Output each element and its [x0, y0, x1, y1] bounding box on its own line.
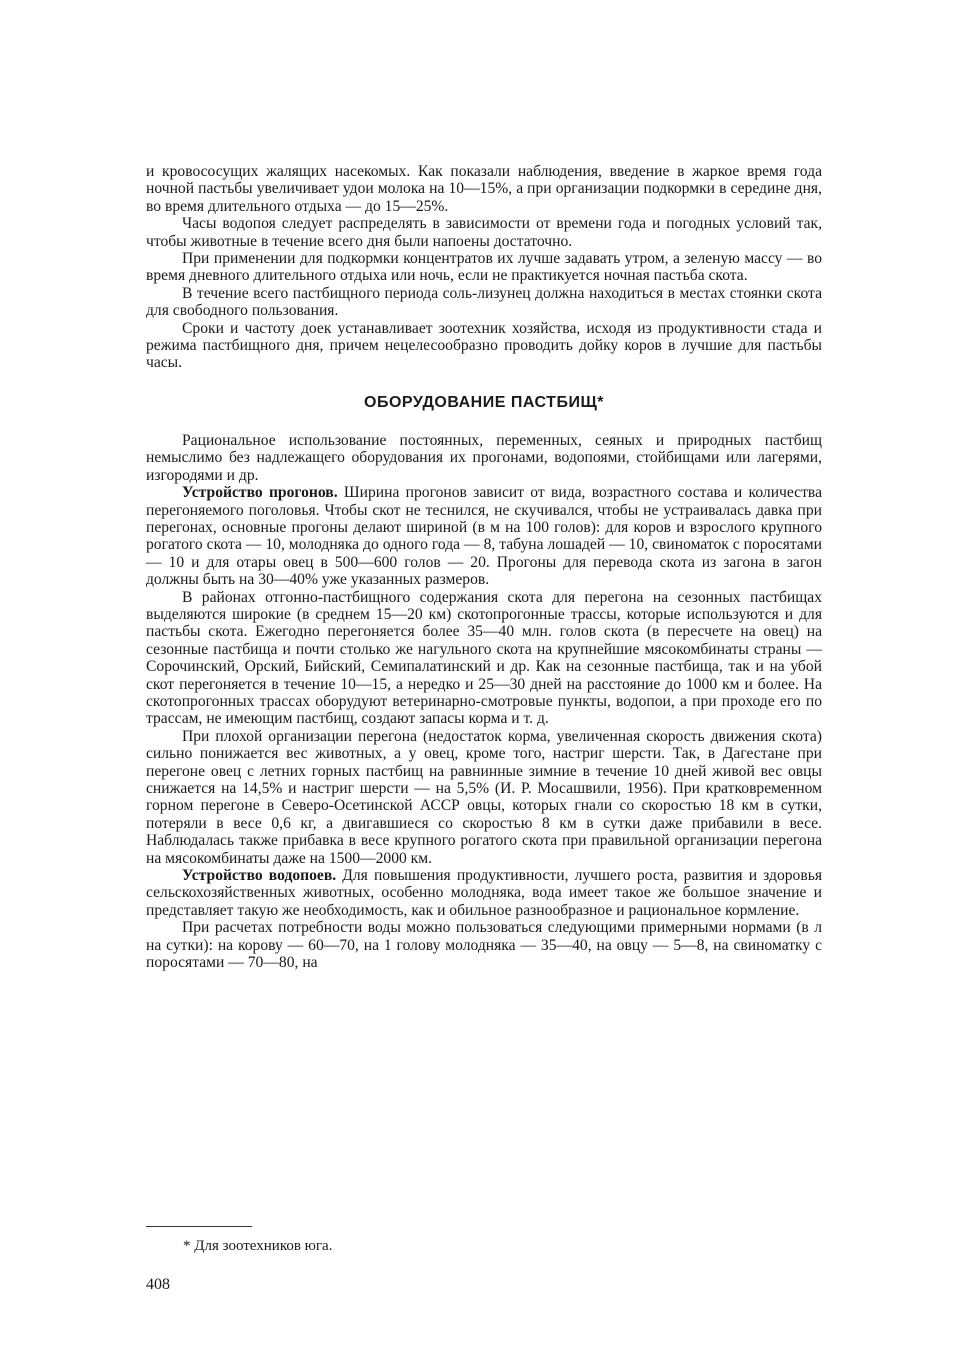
- footnote: * Для зоотехников юга.: [183, 1238, 333, 1254]
- section-paragraph-6: При расчетах потребности воды можно пользоваться следующими примерными нормами (в л на сутки): на корову — 60—70, на 1 голову молодняка — 35—40, на овцу — 5—8, на свиноматку с поросятами — 70—80, на: [146, 919, 822, 972]
- text-column: [146, 163, 822, 971]
- footnote-rule: [146, 1226, 252, 1227]
- section-paragraph-3: В районах отгонно-пастбищного содержания скота для перегона на сезонных пастбищах выделяются широкие (в среднем 15—20 км) скотопрогонные трассы, которые используются и для пастьбы скота. Ежегодно перегоняется более 35—40 млн. голов скота (в пересчете на овец) на сезонные пастбища и почти столько же нагульного скота на крупнейшие мясокомбинаты страны — Сорочинский, Орский, Бийский, Семипалатинский и др. Как на сезонные пастбища, так и на убой скот перегоняется в течение 10—15, а нередко и 25—30 дней на расстояние до 1000 км и более. На скотопрогонных трассах оборудуют ветеринарно-смотровые пункты, водопои, а при проходе его по трассам, не имеющим пастбищ, создают запасы корма и т. д.: [146, 588, 822, 728]
- intro-paragraph-5: Сроки и частоту доек устанавливает зоотехник хозяйства, исходя из продуктивности стада и режима пастбищного дня, причем нецелесообразно проводить дойку коров в лучшие для пастьбы часы.: [146, 319, 822, 372]
- intro-paragraph-4: В течение всего пастбищного периода соль-лизунец должна находиться в местах стоянки скота для свободного пользования.: [146, 284, 822, 320]
- intro-paragraph-3: При применении для подкормки концентратов их лучше задавать утром, а зеленую массу — во время дневного длительного отдыха или ночь, если не практикуется ночная пастьба скота.: [146, 250, 822, 285]
- section-paragraph-1: Рациональное использование постоянных, переменных, сеяных и природных пастбищ немыслимо без надлежащего оборудования их прогонами, водопоями, стойбищами или лагерями, изгородями и др.: [146, 431, 822, 484]
- section-paragraph-5: [146, 867, 822, 919]
- section-paragraph-4: При плохой организации перегона (недостаток корма, увеличенная скорость движения скота) сильно понижается вес животных, а у овец, кроме того, настриг шерсти. Так, в Дагестане при перегоне овец с летних горных пастбищ на равнинные зимние в течение 10 дней живой вес овцы снижается на 14,5% и настриг шерсти — на 5,5% (И. Р. Мосашвили, 1956). При кратковременном горном перегоне в Северо-Осетинской АССР овцы, которых гнали со скоростью 18 км в сутки, потеряли в весе 0,6 кг, а двигавшиеся со скоростью 8 км в сутки даже прибавили в весе. Наблюдалась также прибавка в весе крупного рогатого скота при правильной организации перегона на мясокомбинаты даже на 1500—2000 км.: [146, 727, 822, 867]
- run-in-heading-drives: Устройство прогонов.: [182, 484, 338, 502]
- page-number: 408: [146, 1276, 170, 1293]
- section-paragraph-2-text: Ширина прогонов зависит от вида, возрастного состава и количества перегоняемого поголовья. Чтобы скот не теснился, не скучивался, чтобы не устраивалась давка при перегонах, основные прогоны делают шириной (в м на 100 голов): для коров и взрослого крупного рогатого скота — 10, молодняка до одного года — 8, табуна лошадей — 10, свиноматок с поросятами — 10 и для отары овец в 500—600 голов — 20. Прогоны для перевода скота из загона в загон должны быть на 30—40% уже указанных размеров.: [146, 484, 822, 589]
- intro-paragraph-2: Часы водопоя следует распределять в зависимости от времени года и погодных условий так, чтобы животные в течение всего дня были напоены достаточно.: [146, 215, 822, 250]
- run-in-heading-watering: Устройство водопоев.: [182, 867, 337, 885]
- intro-paragraph-1: и кровососущих жалящих насекомых. Как показали наблюдения, введение в жаркое время года ночной пастьбы увеличивает удои молока на 10—15%, а при организации подкормки в середине дня, во время длительного отдыха — до 15—25%.: [146, 163, 822, 215]
- section-paragraph-2: [146, 484, 822, 588]
- section-heading: ОБОРУДОВАНИЕ ПАСТБИЩ*: [364, 393, 604, 411]
- section-paragraph-5-text: Для повышения продуктивности, лучшего роста, развития и здоровья сельскохозяйственных животных, особенно молодняка, вода имеет такое же большое значение и представляет такую же необходимость, как и обильное разнообразное и рациональное кормление.: [146, 867, 822, 919]
